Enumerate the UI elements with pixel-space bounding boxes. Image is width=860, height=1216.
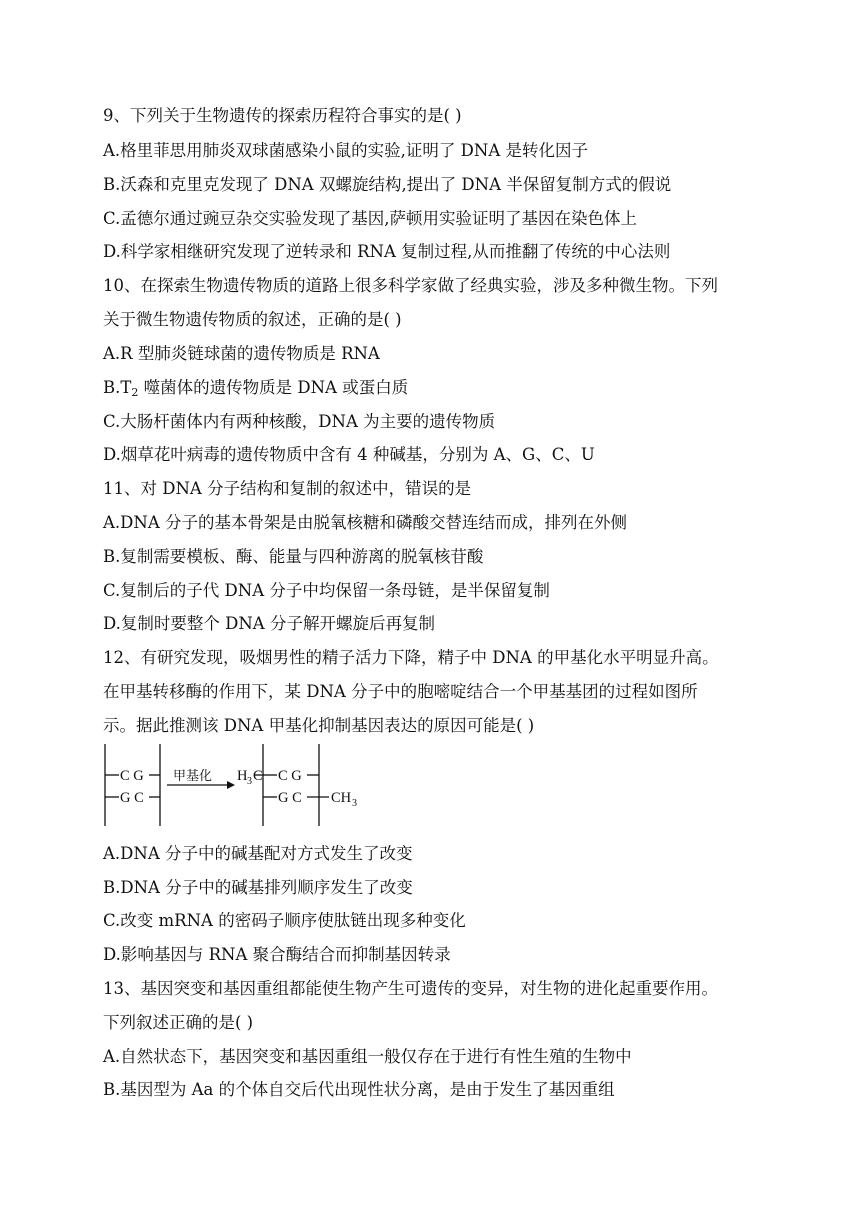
question-10-option-d: D.烟草花叶病毒的遗传物质中含有 4 种碱基，分别为 A、G、C、U	[103, 445, 595, 464]
before-bottom-bases: G C	[120, 790, 144, 806]
question-11-option-c: C.复制后的子代 DNA 分子中均保留一条母链，是半保留复制	[103, 581, 550, 600]
question-13-stem-line-2: 下列叙述正确的是( )	[103, 1013, 254, 1032]
methyl-left-h: H	[237, 768, 248, 784]
question-13-stem-line-1: 13、基因突变和基因重组都能使生物产生可遗传的变异，对生物的进化起重要作用。	[103, 979, 718, 998]
question-10-option-a: A.R 型肺炎链球菌的遗传物质是 RNA	[103, 344, 380, 363]
methyl-right-subscript: 3	[352, 798, 357, 809]
question-12-stem-line-3: 示。据此推测该 DNA 甲基化抑制基因表达的原因可能是( )	[103, 716, 535, 735]
question-9-option-b: B.沃森和克里克发现了 DNA 双螺旋结构,提出了 DNA 半保留复制方式的假说	[103, 175, 672, 194]
option-b-rest: 噬菌体的遗传物质是 DNA 或蛋白质	[138, 378, 409, 397]
question-9-option-a: A.格里菲思用肺炎双球菌感染小鼠的实验,证明了 DNA 是转化因子	[103, 141, 588, 160]
question-9-stem: 9、下列关于生物遗传的探索历程符合事实的是( )	[103, 106, 462, 125]
arrow-label: 甲基化	[173, 769, 213, 784]
question-12-option-c: C.改变 mRNA 的密码子顺序使肽链出现多种变化	[103, 911, 466, 930]
question-12-option-d: D.影响基因与 RNA 聚合酶结合而抑制基因转录	[103, 945, 451, 964]
question-12-stem-line-2: 在甲基转移酶的作用下，某 DNA 分子中的胞嘧啶结合一个甲基基团的过程如图所	[103, 682, 698, 701]
question-11-option-d: D.复制时要整个 DNA 分子解开螺旋后再复制	[103, 614, 435, 633]
question-9-option-d: D.科学家相继研究发现了逆转录和 RNA 复制过程,从而推翻了传统的中心法则	[103, 242, 671, 261]
after-bottom-bases: G C	[278, 790, 302, 806]
before-top-bases: C G	[120, 768, 144, 784]
question-10-option-c: C.大肠杆菌体内有两种核酸，DNA 为主要的遗传物质	[103, 412, 496, 431]
question-10-stem-line-2: 关于微生物遗传物质的叙述，正确的是( )	[103, 310, 402, 329]
question-12-option-a: A.DNA 分子中的碱基配对方式发生了改变	[103, 844, 413, 863]
question-11-option-a: A.DNA 分子的基本骨架是由脱氧核糖和磷酸交替连结而成，排列在外侧	[103, 513, 627, 532]
option-b-subscript: 2	[131, 386, 139, 399]
methyl-right-ch: CH	[331, 790, 352, 806]
methyl-left-c: C	[253, 768, 263, 784]
question-13-option-a: A.自然状态下，基因突变和基因重组一般仅存在于进行有性生殖的生物中	[103, 1047, 632, 1066]
question-13-option-b: B.基因型为 Aa 的个体自交后代出现性状分离，是由于发生了基因重组	[103, 1080, 615, 1099]
methyl-left-subscript: 3	[247, 776, 252, 787]
question-10-option-b	[103, 377, 408, 404]
question-9-option-c: C.孟德尔通过豌豆杂交实验发现了基因,萨顿用实验证明了基因在染色体上	[103, 209, 638, 228]
question-10-stem-line-1: 10、在探索生物遗传物质的道路上很多科学家做了经典实验，涉及多种微生物。下列	[103, 276, 718, 295]
question-11-stem: 11、对 DNA 分子结构和复制的叙述中，错误的是	[103, 479, 472, 498]
option-b-prefix: B.T	[103, 378, 132, 397]
question-12-option-b: B.DNA 分子中的碱基排列顺序发生了改变	[103, 878, 413, 897]
question-12-stem-line-1: 12、有研究发现，吸烟男性的精子活力下降，精子中 DNA 的甲基化水平明显升高。	[103, 648, 719, 667]
after-top-bases: C G	[278, 768, 302, 784]
methylation-diagram	[103, 742, 393, 832]
question-11-option-b: B.复制需要模板、酶、能量与四种游离的脱氧核苷酸	[103, 547, 484, 566]
